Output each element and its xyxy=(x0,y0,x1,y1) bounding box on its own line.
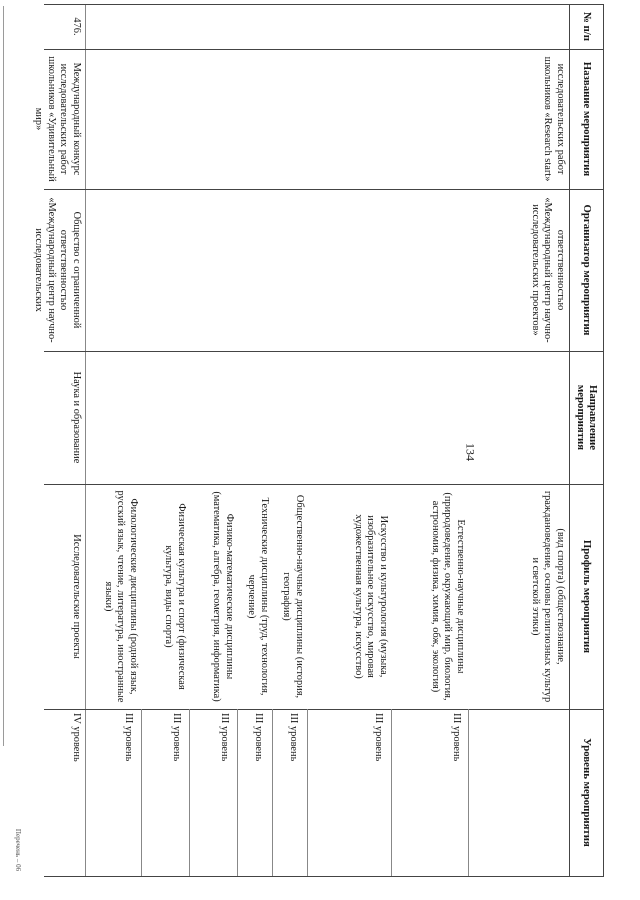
row2-direction: Наука и образование xyxy=(71,371,82,464)
header-direction: Направление мероприятия xyxy=(575,384,599,451)
row1-profile: Естественно-научные дисциплины (природоведение, окружающий мир, биология, астрономия, физика, химия, обж, экология) xyxy=(429,492,466,701)
row1-direction xyxy=(488,351,568,484)
row1-profile: Общественно-научные дисциплины (история, география) xyxy=(281,494,305,699)
profile-separator xyxy=(272,709,273,876)
row2-num: 476. xyxy=(71,17,82,36)
header-organizer: Организатор мероприятия xyxy=(581,204,593,336)
header-name: Название мероприятия xyxy=(581,61,593,177)
row1-profile: Физико-математические дисциплины (математика, алгебра, геометрия, информатика) xyxy=(211,491,235,702)
header-level: Уровень мероприятия xyxy=(581,738,593,847)
row2-name: Международный конкурс исследовательских работ школьников «Удивительный мир» xyxy=(33,56,82,182)
scan-edge xyxy=(3,6,4,746)
header-num: № п/п xyxy=(581,12,593,41)
row1-level: III уровень xyxy=(373,713,384,762)
profile-separator xyxy=(237,709,238,876)
row2-organizer: Общество с ограниченной ответственностью «Международный центр научно-исследовательских xyxy=(33,197,82,343)
row1-level: III уровень xyxy=(451,713,462,762)
row1-level: III уровень xyxy=(253,713,264,762)
row1-level: III уровень xyxy=(219,713,230,762)
row1-level xyxy=(469,709,568,876)
profile-separator xyxy=(189,709,190,876)
data-table xyxy=(33,4,604,876)
table-border-right xyxy=(44,876,604,877)
header-profile: Профиль мероприятия xyxy=(581,539,593,654)
row1-level: III уровень xyxy=(123,713,134,762)
profile-separator xyxy=(391,709,392,876)
profile-separator xyxy=(307,709,308,876)
row1-profile: (вид спорта) (обществознание, граждановедение, основы религиозных культур и светской этики) xyxy=(529,490,566,703)
row2-profile: Исследовательские проекты xyxy=(71,534,82,659)
row1-num xyxy=(488,4,568,49)
row1-level: III уровень xyxy=(288,713,299,762)
row-separator xyxy=(85,4,86,876)
profile-separator xyxy=(141,709,142,876)
row1-name: исследовательских работ школьников «Research start» xyxy=(542,56,566,182)
row1-level: III уровень xyxy=(171,713,182,762)
page-number: 134 xyxy=(463,443,478,461)
row1-organizer: ответственностью «Международный центр научно-исследовательских проектов» xyxy=(529,197,566,343)
row1-profile: Физическая культура и спорт (физическая культура, виды спорта) xyxy=(163,503,187,690)
row2-level: IV уровень xyxy=(71,713,82,762)
row1-profile: Филологические дисциплины (родной язык, русский язык, чтение, литература, иностранные языки) xyxy=(102,490,139,703)
row1-profile: Искусство и культурология (музыка, изобразительное искусство, мировая художественная культура, искусство) xyxy=(352,514,389,679)
row1-profile: Технические дисциплины (труд, технология, черчение) xyxy=(246,497,270,696)
footer-note: Перечень – 06 xyxy=(14,828,22,872)
